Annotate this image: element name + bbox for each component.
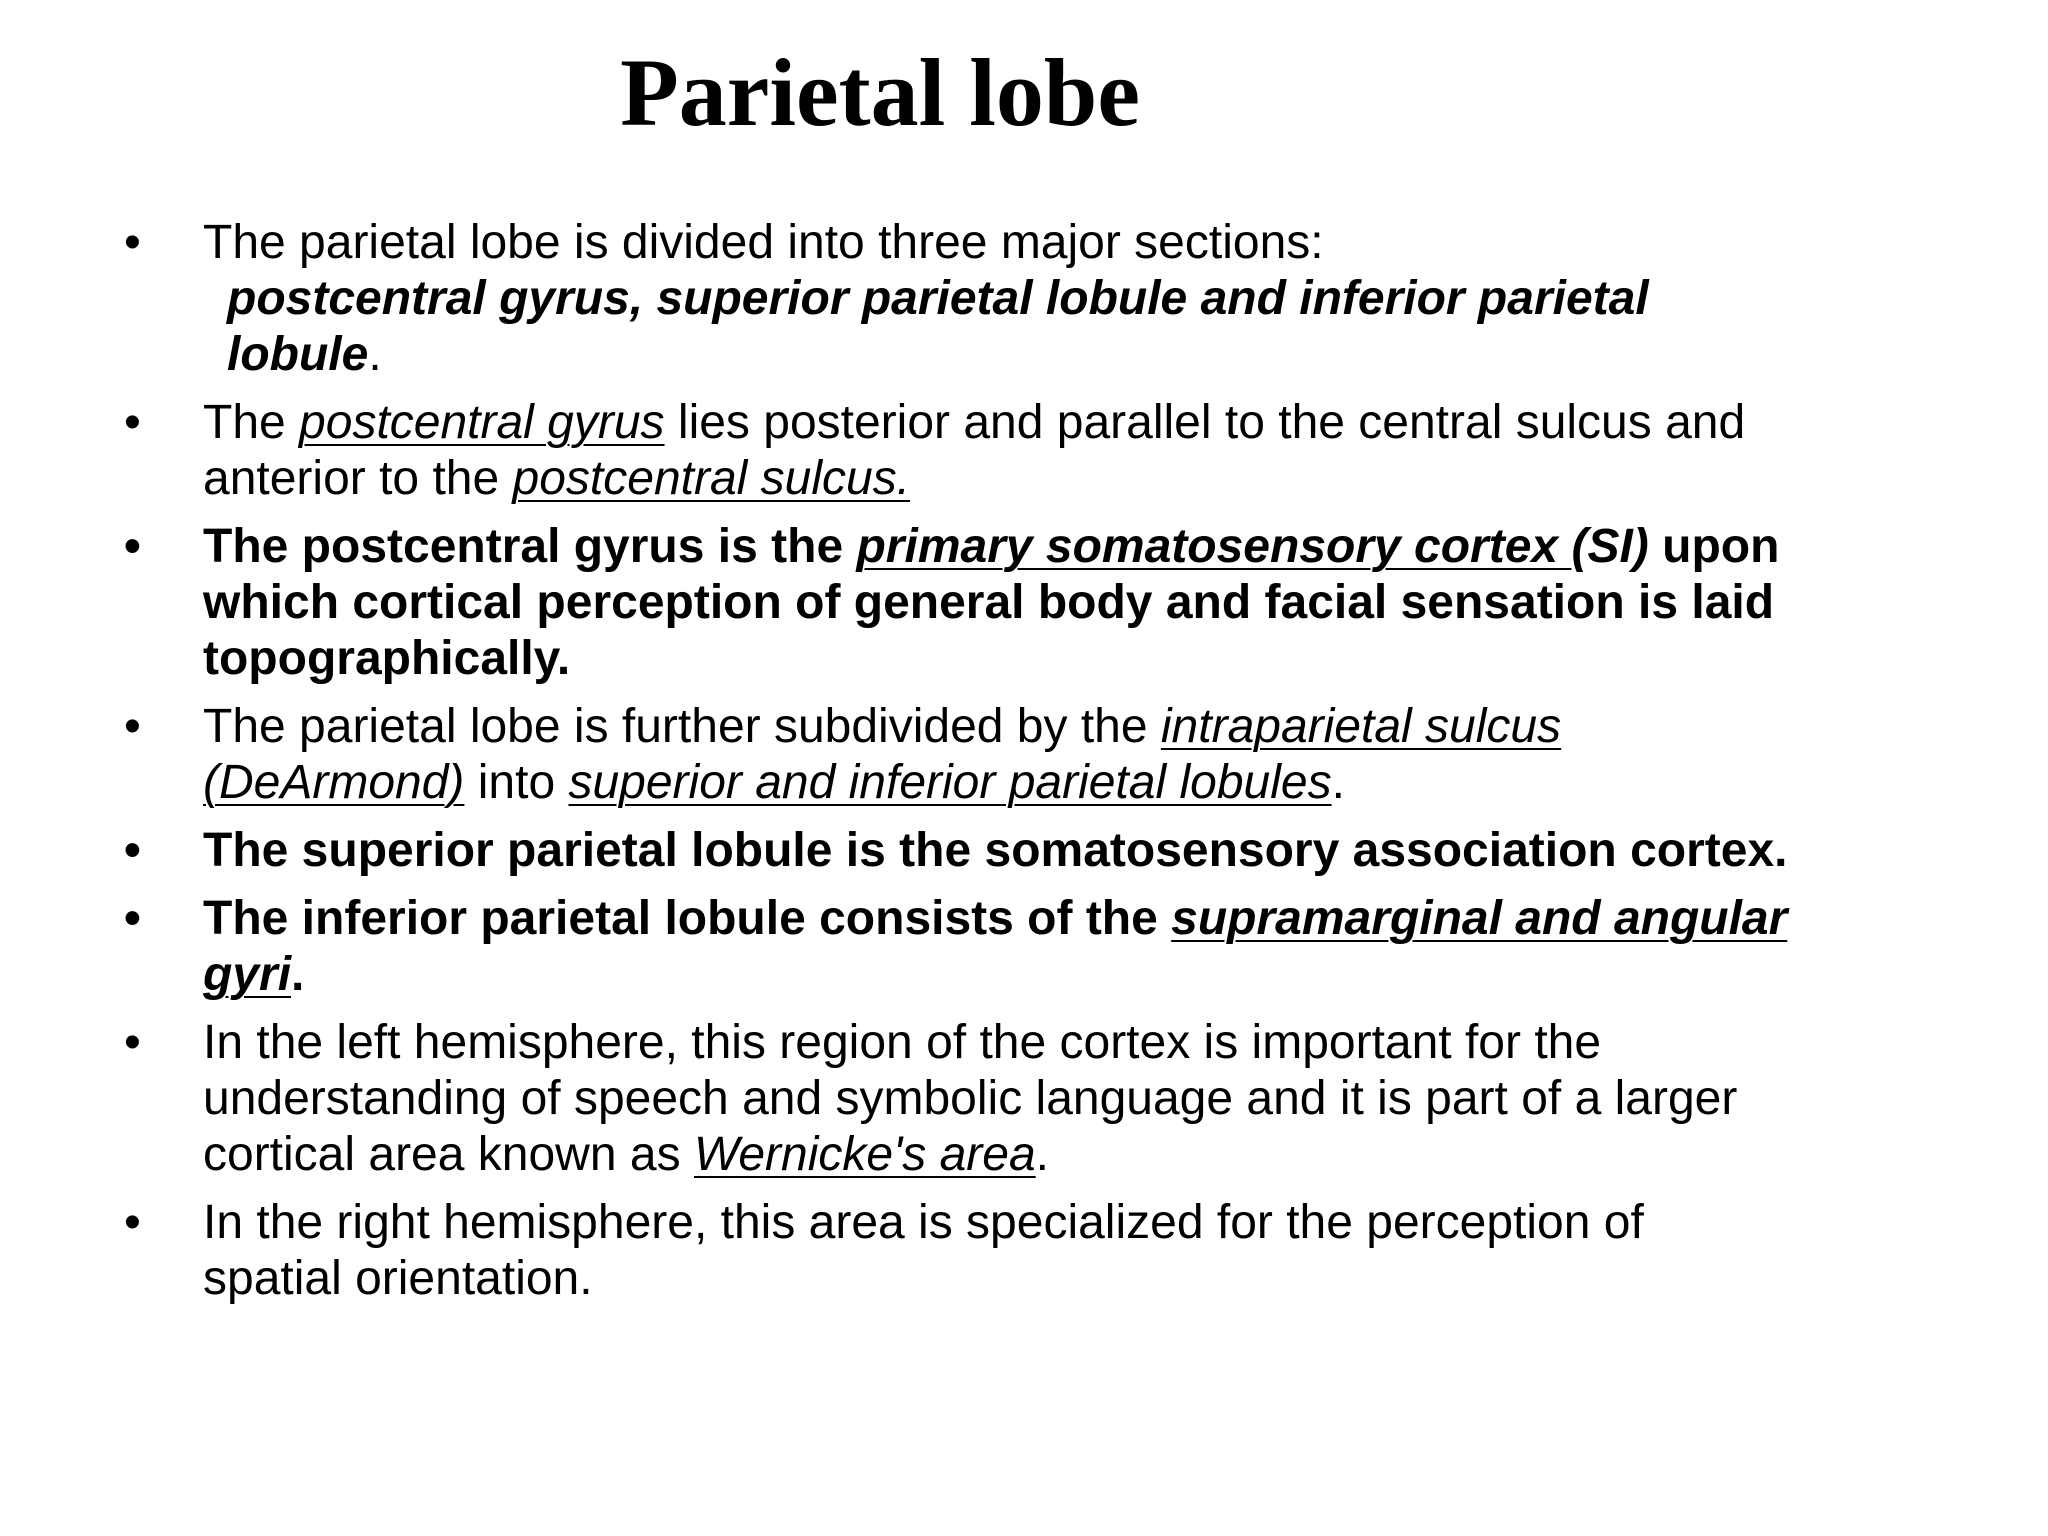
term-link[interactable]: primary somatosensory cortex <box>856 520 1572 573</box>
term-link[interactable]: superior and inferior parietal lobules <box>568 756 1332 809</box>
punctuation: . <box>1035 1128 1049 1181</box>
punctuation: . <box>368 328 382 381</box>
slide-title: Parietal lobe <box>620 39 1140 146</box>
bullet-item <box>0 699 1793 811</box>
term-link[interactable]: postcentral sulcus. <box>512 452 911 505</box>
section-list: postcentral gyrus, superior parietal lobule and inferior parietal lobule <box>227 272 1649 381</box>
bullet-dot: • <box>124 216 141 269</box>
bullet-list <box>0 215 2048 1319</box>
bullet-item <box>0 1195 1793 1307</box>
bullet-item <box>0 891 1793 1003</box>
bullet-dot: • <box>124 1196 141 1249</box>
punctuation: . <box>1331 756 1345 809</box>
bullet-text: into <box>464 756 569 809</box>
bullet-text: The postcentral gyrus is the <box>203 520 857 573</box>
bullet-subtext <box>203 271 1793 383</box>
bullet-text: In the right hemisphere, this area is specialized for the perception of spatial orientation. <box>203 1196 1644 1305</box>
term-abbreviation: (SI) <box>1571 520 1649 573</box>
bullet-dot: • <box>124 824 141 877</box>
bullet-dot: • <box>124 396 141 449</box>
bullet-item <box>0 823 1793 879</box>
bullet-dot: • <box>124 700 141 753</box>
bullet-text: lies posterior and parallel to the central sulcus and anterior to the <box>203 396 1746 505</box>
term-link[interactable]: supramarginal and angular gyri <box>203 892 1788 1001</box>
bullet-item <box>0 215 1793 383</box>
bullet-text: The parietal lobe is further subdivided by the <box>203 700 1161 753</box>
bullet-text: The <box>203 396 300 449</box>
bullet-text: The parietal lobe is divided into three major sections: <box>203 216 1324 269</box>
bullet-dot: • <box>124 520 141 573</box>
bullet-text: In the left hemisphere, this region of the cortex is important for the understanding of speech and symbolic language and it is part of a larger cortical area known as <box>203 1016 1738 1181</box>
term-link[interactable]: Wernicke's area <box>693 1128 1036 1181</box>
bullet-dot: • <box>124 892 141 945</box>
punctuation: . <box>291 948 305 1001</box>
bullet-item <box>0 1015 1793 1183</box>
term-link[interactable]: intraparietal sulcus (DeArmond) <box>203 700 1562 809</box>
bullet-text: upon which cortical perception of general body and facial sensation is laid topographically. <box>203 520 1780 685</box>
term-link[interactable]: postcentral gyrus <box>299 396 665 449</box>
bullet-text: The inferior parietal lobule consists of the <box>203 892 1172 945</box>
bullet-dot: • <box>124 1016 141 1069</box>
bullet-text: The superior parietal lobule is the somatosensory association cortex. <box>203 824 1788 877</box>
bullet-item <box>0 519 1793 687</box>
bullet-item <box>0 395 1793 507</box>
